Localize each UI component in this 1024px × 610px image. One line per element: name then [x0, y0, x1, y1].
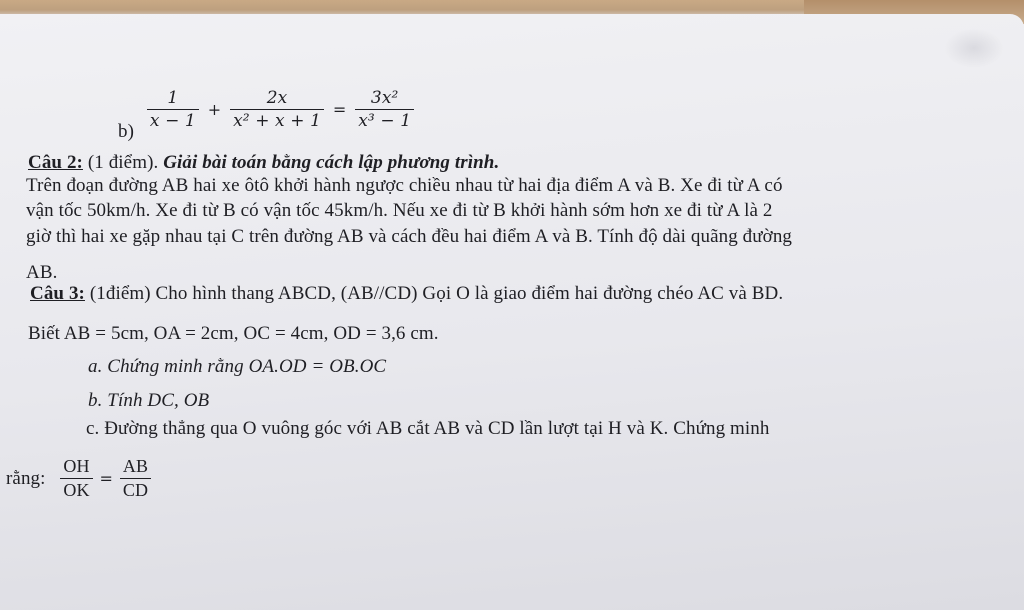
q2-line-4: AB. — [26, 262, 58, 283]
q2-instruction: Giải bài toán bằng cách lập phương trình. — [163, 152, 500, 173]
fraction-1-numerator: 1 — [167, 88, 179, 108]
ratio-equals-sign: = — [99, 469, 113, 488]
q2-line-2: vận tốc 50km/h. Xe đi từ B có vận tốc 45km/h. Nếu xe đi từ B khởi hành sớm hơn xe đi từ A là 2 — [26, 200, 773, 221]
fraction-2-numerator: 2x — [266, 88, 288, 108]
ratio-1-denominator: OK — [60, 478, 92, 501]
q3-title: Câu 3: — [30, 283, 85, 304]
fraction-3-numerator: 3x² — [370, 88, 399, 108]
q2-line-3: giờ thì hai xe gặp nhau tại C trên đường AB và cách đều hai điểm A và B. Tính độ dài quãng đường — [26, 226, 793, 247]
ratio-1-numerator: OH — [63, 456, 90, 476]
q3-rang-label: rằng: — [6, 467, 46, 489]
fraction-2 — [230, 88, 324, 131]
q3-line-2: Biết AB = 5cm, OA = 2cm, OC = 4cm, OD = 3,6 cm. — [28, 323, 439, 344]
q3-heading — [30, 283, 783, 305]
fraction-1-denominator: x − 1 — [147, 109, 199, 131]
part-b-equation — [118, 88, 416, 142]
q3-part-c: c. Đường thẳng qua O vuông góc với AB cắt AB và CD lần lượt tại H và K. Chứng minh — [86, 418, 770, 439]
q2-line-1: Trên đoạn đường AB hai xe ôtô khởi hành ngược chiều nhau từ hai địa điểm A và B. Xe đi từ A có — [26, 175, 783, 196]
fraction-3-denominator: x³ − 1 — [355, 109, 414, 131]
q3-part-b: b. Tính DC, OB — [88, 390, 210, 411]
ratio-fraction-1 — [60, 456, 92, 501]
q3-part-a: a. Chứng minh rằng OA.OD = OB.OC — [88, 356, 387, 377]
fraction-1 — [147, 88, 199, 131]
ratio-2-numerator: AB — [122, 456, 149, 476]
equals-sign: = — [332, 100, 347, 119]
q2-heading — [28, 152, 499, 174]
part-b-label: b) — [118, 121, 135, 142]
q2-title: Câu 2: — [28, 152, 83, 173]
plus-sign: + — [207, 100, 222, 119]
fraction-2-denominator: x² + x + 1 — [230, 109, 324, 131]
fraction-3 — [355, 88, 414, 131]
ratio-2-denominator: CD — [120, 478, 151, 501]
q3-line-1: (1điểm) Cho hình thang ABCD, (AB//CD) Gọi O là giao điểm hai đường chéo AC và BD. — [84, 283, 784, 304]
q2-points: (1 điểm). — [82, 152, 164, 173]
q3-ratio-line — [6, 456, 153, 501]
ratio-fraction-2 — [120, 456, 151, 501]
